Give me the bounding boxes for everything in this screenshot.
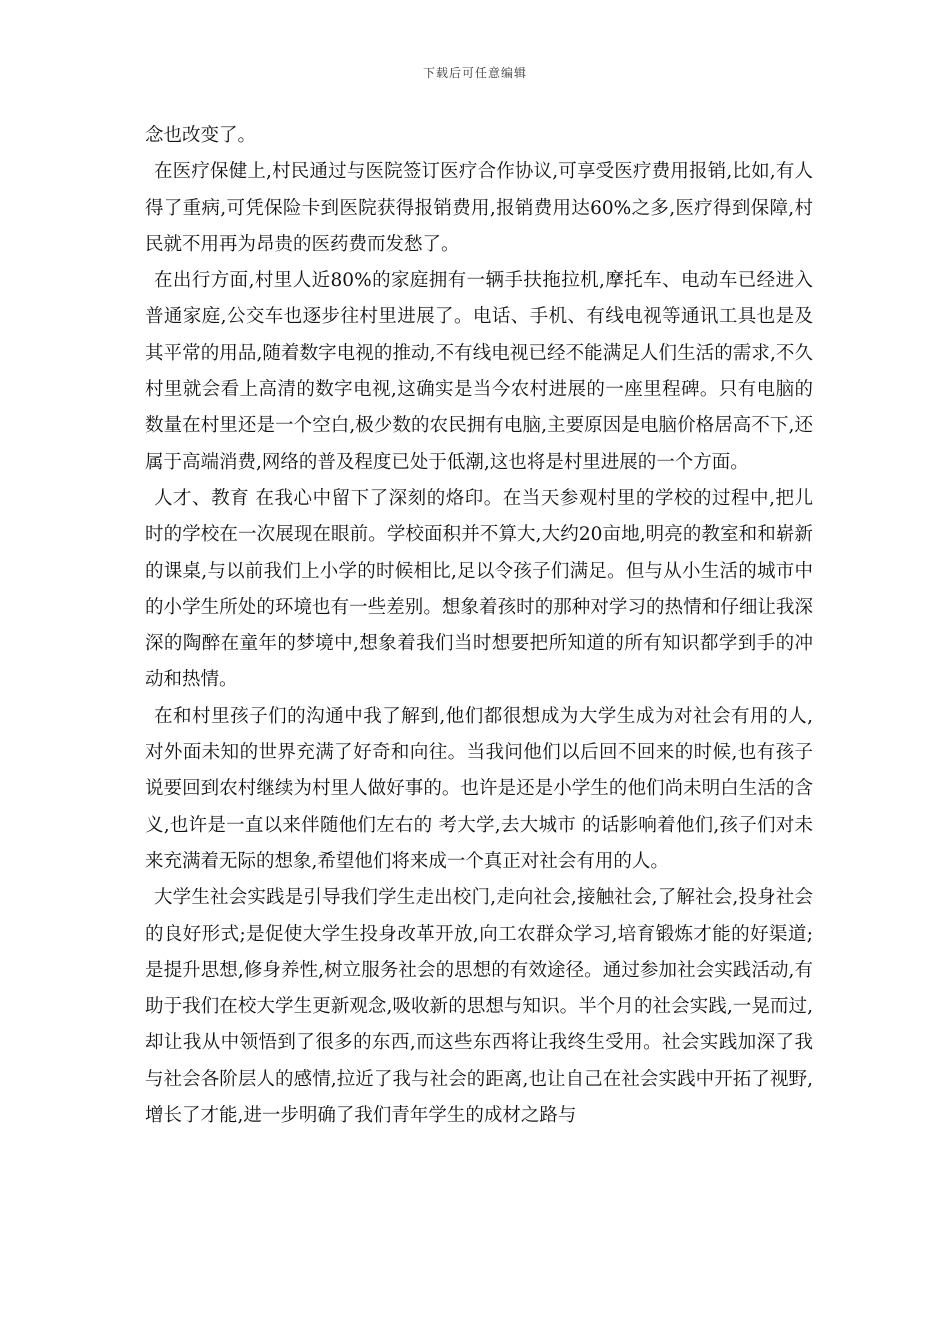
paragraph: 在医疗保健上,村民通过与医院签订医疗合作协议,可享受医疗费用报销,比如,有人得了重病,可凭保险卡到医院获得报销费用,报销费用达60%之多,医疗得到保障,村民就不用再为昂贵的医药费而发愁了。 xyxy=(145,161,813,255)
page-header: 下载后可任意编辑 xyxy=(422,66,527,80)
paragraph: 在出行方面,村里人近80%的家庭拥有一辆手扶拖拉机,摩托车、电动车已经进入普通家庭,公交车也逐步往村里进展了。电话、手机、有线电视等通讯工具也是及其平常的用品,随着数字电视的推动,不有线电视已经不能满足人们生活的需求,不久村里就会看上高清的数字电视,这确实是当今农村进展的一座里程碑。只有电脑的数量在村里还是一个空白,极少数的农民拥有电脑,主要原因是电脑价格居高不下,还属于高端消费,网络的普及程度已处于低潮,这也将是村里进展的一个方面。 xyxy=(145,270,813,473)
paragraph: 大学生社会实践是引导我们学生走出校门,走向社会,接触社会,了解社会,投身社会的良好形式;是促使大学生投身改革开放,向工农群众学习,培育锻炼才能的好渠道;是提升思想,修身养性,树立服务社会的思想的有效途径。通过参加社会实践活动,有助于我们在校大学生更新观念,吸收新的思想与知识。半个月的社会实践,一晃而过,却让我从中领悟到了很多的东西,而这些东西将让我终生受用。社会实践加深了我与社会各阶层人的感情,拉近了我与社会的距离,也让自己在社会实践中开拓了视野,增长了才能,进一步明确了我们青年学生的成材之路与 xyxy=(145,887,813,1127)
paragraph: 念也改变了。 xyxy=(145,125,257,146)
document-body xyxy=(145,118,813,1134)
paragraph: 人才、教育 在我心中留下了深刻的烙印。在当天参观村里的学校的过程中,把儿时的学校在一次展现在眼前。学校面积并不算大,大约20亩地,明亮的教室和和崭新的课桌,与以前我们上小学的时候相比,足以令孩子们满足。但与从小生活的城市中的小学生所处的环境也有一些差别。想象着孩时的那种对学习的热情和仔细让我深深的陶醉在童年的梦境中,想象着我们当时想要把所知道的所有知识都学到手的冲动和热情。 xyxy=(145,487,813,691)
paragraph: 在和村里孩子们的沟通中我了解到,他们都很想成为大学生成为对社会有用的人,对外面未知的世界充满了好奇和向往。当我问他们以后回不回来的时候,也有孩子说要回到农村继续为村里人做好事的。也许是还是小学生的他们尚未明白生活的含义,也许是一直以来伴随他们左右的 考大学,去大城市 的话影响着他们,孩子们对未来充满着无际的想象,希望他们将来成一个真正对社会有用的人。 xyxy=(145,705,813,872)
